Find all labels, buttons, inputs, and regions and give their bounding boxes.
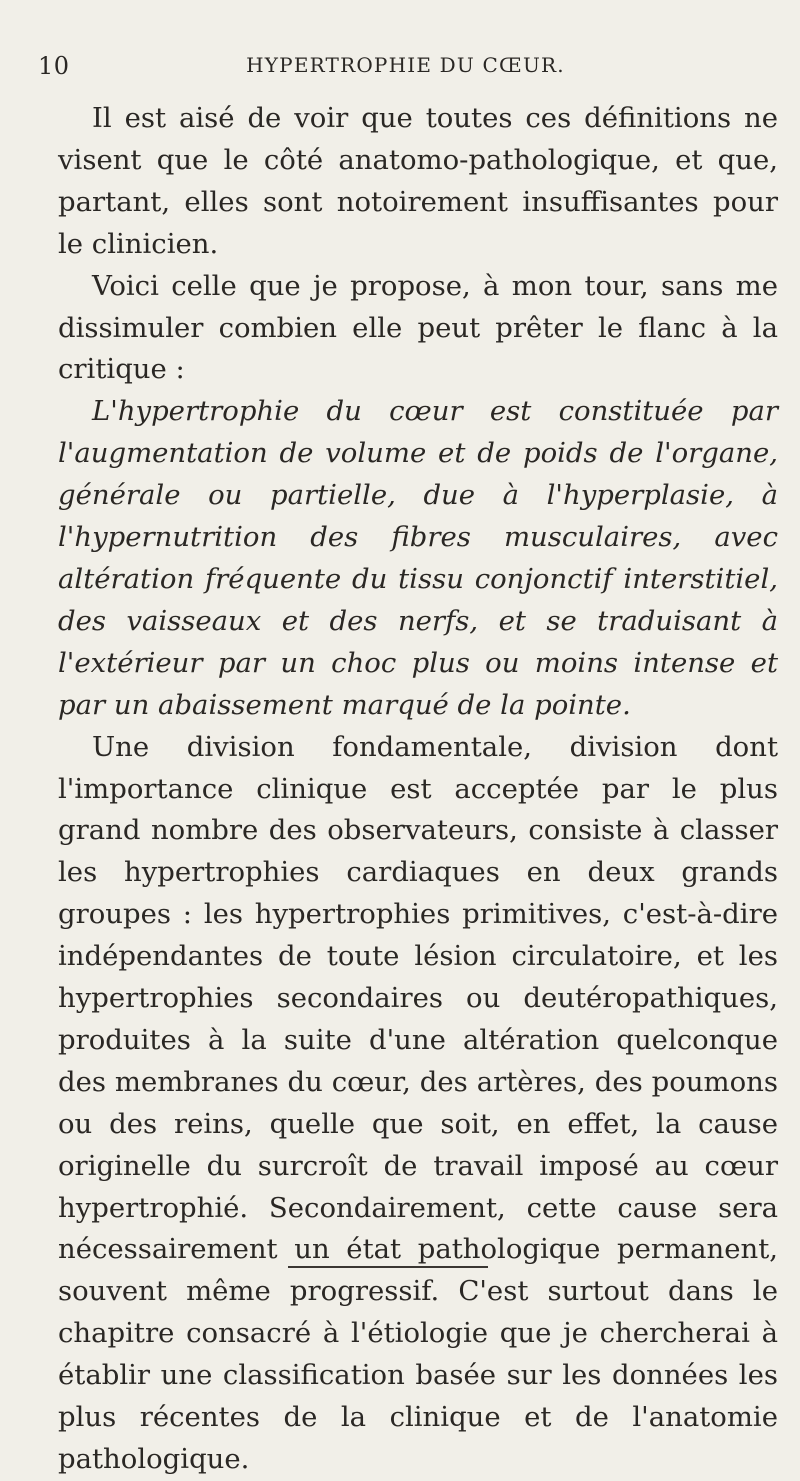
- paragraph-definition: L'hypertrophie du cœur est constituée par l'augmentation de volume et de poids de l'organe, générale ou partielle, due à l'hyperplasie, à l'hypernutrition des fibres musculaires, avec altération fréquente du tissu conjonctif interstitiel, des vaisseaux et des nerfs, et se traduisant à l'extérieur par un choc plus ou moins intense et par un abaissement marqué de la pointe.: [58, 395, 778, 721]
- paragraph-division: Une division fondamentale, division dont l'importance clinique est acceptée par le plus grand nombre des observateurs, consiste à classer les hypertrophies cardiaques en deux grands groupes : les hypertrophies primitives, c'est-à-dire indépendantes de toute lésion circulatoire, et les hypertrophies secondaires ou deutéropathiques, produites à la suite d'une altération quelconque des membranes du cœur, des artères, des poumons ou des reins, quelle que soit, en effet, la cause originelle du surcroît de travail imposé au cœur hypertrophié. Secondairement, cette cause sera nécessairement un état pathologique permanent, souvent même progressif. C'est surtout dans le chapitre consacré à l'étiologie que je chercherai à établir une classification basée sur les données les plus récentes de la clinique et de l'anatomie pathologique.: [58, 730, 778, 1475]
- paragraph-proposal: Voici celle que je propose, à mon tour, sans me dissimuler combien elle peut prêter le flanc à la critique :: [58, 269, 778, 386]
- running-title: HYPERTROPHIE DU CŒUR.: [246, 53, 565, 77]
- section-end-rule: [288, 1266, 488, 1268]
- page-number: 10: [38, 52, 70, 80]
- body-text: [58, 98, 778, 1481]
- paragraph-intro: Il est aisé de voir que toutes ces définitions ne visent que le côté anatomo-pathologique, et que, partant, elles sont notoirement insuffisantes pour le clinicien.: [58, 102, 778, 260]
- page-header: [38, 52, 773, 84]
